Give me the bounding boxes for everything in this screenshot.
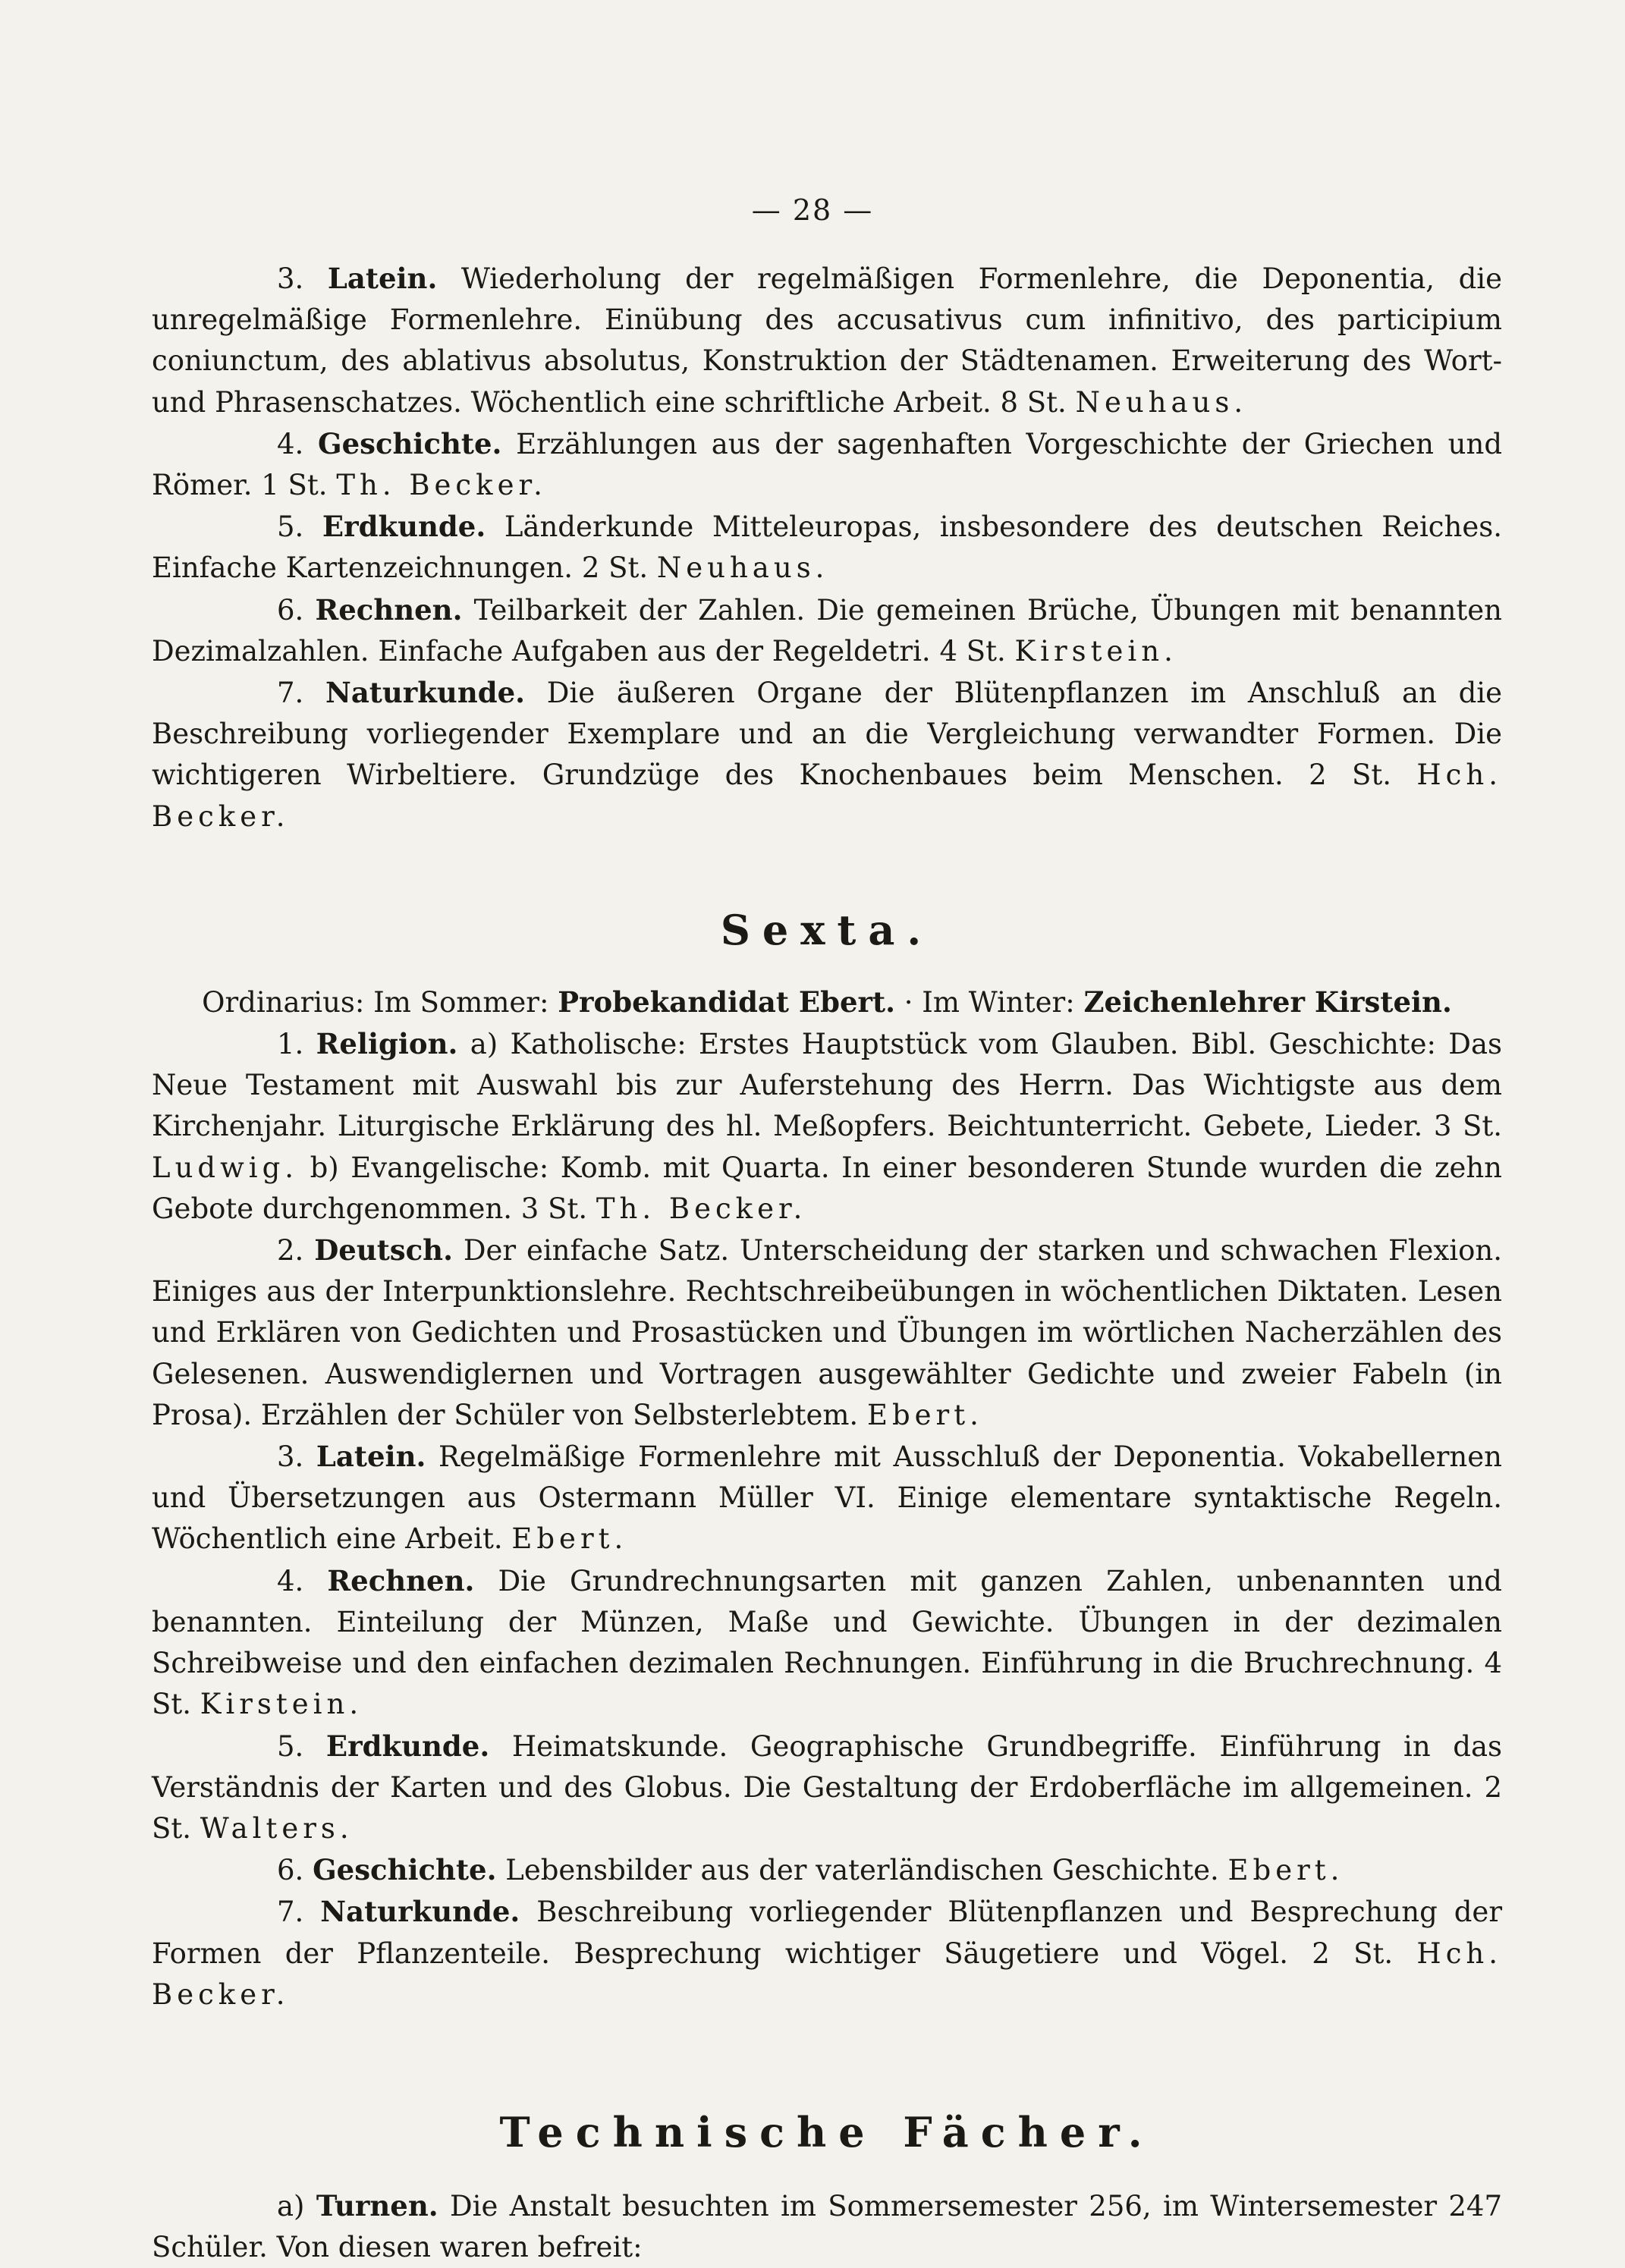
teacher-name: Hch. Becker. bbox=[152, 759, 1502, 833]
sexta-latein-paragraph: 3. Latein. Regelmäßige Formenlehre mit Ausschluß der Deponentia. Vokabellernen und Übersetzungen aus Ostermann Müller VI. Einige elementare syntaktische Regeln. Wöchentlich eine Arbeit. Ebert. bbox=[152, 1440, 1502, 1556]
teacher-name: Hch. Becker. bbox=[152, 1937, 1503, 2011]
quinta-naturkunde-paragraph: 7. Naturkunde. Die äußeren Organe der Blütenpflanzen im Anschluß an die Beschreibung vorliegender Exemplare und an die Vergleichung verwandter Formen. Die wichtigeren Wirbeltiere. Grundzüge des Knochenbaues beim Menschen. 2 St. Hch. Becker. bbox=[152, 676, 1502, 833]
subject-heading: Geschichte. bbox=[313, 1853, 497, 1887]
section-title-sexta: Sexta. bbox=[720, 905, 934, 954]
quinta-geschichte-paragraph: 4. Geschichte. Erzählungen aus der sagenhaften Vorgeschichte der Griechen und Römer. 1 St. Th. Becker. bbox=[152, 426, 1503, 502]
quinta-latein-paragraph: 3. Latein. Wiederholung der regelmäßigen Formenlehre, die Deponentia, die unregelmäßige Formenlehre. Einübung des accusativus cum infinitivo, des participium coniunctum, des ablativus absolutus, Konstruktion der Städtenamen. Erweiterung des Wort- und Phrasenschatzes. Wöchentlich eine schriftliche Arbeit. 8 St. Neuhaus. bbox=[152, 262, 1503, 419]
page-number: — 28 — bbox=[751, 193, 874, 227]
subject-heading: Naturkunde. bbox=[325, 676, 526, 710]
subject-heading: Deutsch. bbox=[314, 1233, 453, 1268]
page-content bbox=[152, 258, 1502, 2268]
subject-heading: Rechnen. bbox=[327, 1563, 475, 1597]
sexta-rechnen-paragraph: 4. Rechnen. Die Grundrechnungsarten mit ganzen Zahlen, unbenannten und benannten. Einteilung der Münzen, Maße und Gewichte. Übungen in der dezimalen Schreibweise und den einfachen dezimalen Rechnungen. Einführung in die Bruchrechnung. 4 St. Kirstein. bbox=[152, 1563, 1502, 1721]
teacher-name: Kirstein. bbox=[200, 1688, 363, 1721]
teacher-name: Th. Becker. bbox=[596, 1192, 807, 1225]
subject-heading: Geschichte. bbox=[318, 426, 502, 460]
sexta-naturkunde-paragraph: 7. Naturkunde. Beschreibung vorliegender Blütenpflanzen und Besprechung der Formen der Pflanzenteile. Besprechung wichtiger Säugetiere und Vögel. 2 St. Hch. Becker. bbox=[152, 1895, 1503, 2011]
sexta-erdkunde-paragraph: 5. Erdkunde. Heimatskunde. Geographische Grundbegriffe. Einführung in das Verständnis der Karten und des Globus. Die Gestaltung der Erdoberfläche im allgemeinen. 2 St. Walters. bbox=[152, 1729, 1502, 1845]
teacher-name: Ebert. bbox=[1227, 1854, 1344, 1887]
teacher-name: Neuhaus. bbox=[1075, 385, 1248, 419]
sexta-deutsch-paragraph: 2. Deutsch. Der einfache Satz. Unterscheidung der starken und schwachen Flexion. Einiges aus der Interpunktionslehre. Rechtschreibeübungen in wöchentlichen Diktaten. Lesen und Erklären von Gedichten und Prosastücken und Übungen im wörtlichen Nacherzählen des Gelesenen. Auswendiglernen und Vortragen ausgewählter Gedichte und zweier Fabeln (in Prosa). Erzählen der Schüler von Selbsterlebtem. Ebert. bbox=[152, 1233, 1502, 1431]
subject-heading: Religion. bbox=[316, 1027, 458, 1061]
subject-heading: Naturkunde. bbox=[320, 1895, 520, 1929]
teacher-name: Th. Becker. bbox=[336, 469, 547, 502]
teacher-name: Ebert. bbox=[866, 1398, 983, 1431]
sexta-geschichte-paragraph: 6. Geschichte. Lebensbilder aus der vaterländischen Geschichte. Ebert. bbox=[277, 1853, 1344, 1887]
teacher-name: Neuhaus. bbox=[656, 551, 829, 585]
quinta-rechnen-paragraph: 6. Rechnen. Teilbarkeit der Zahlen. Die gemeinen Brüche, Übungen mit benannten Dezimalzahlen. Einfache Aufgaben aus der Regeldetri. 4 St. Kirstein. bbox=[152, 592, 1502, 668]
subject-heading: Turnen. bbox=[316, 2188, 438, 2222]
section-title-technische-faecher: Technische Fächer. bbox=[499, 2107, 1155, 2156]
winter-ordinarius: Zeichenlehrer Kirstein. bbox=[1083, 985, 1452, 1019]
subject-heading: Rechnen. bbox=[315, 592, 463, 627]
teacher-name: Ebert. bbox=[511, 1522, 628, 1556]
ordinarius-line: Ordinarius: Im Sommer: Probekandidat Ebert. · Im Winter: Zeichenlehrer Kirstein. bbox=[202, 985, 1452, 1019]
teacher-name: Kirstein. bbox=[1014, 634, 1177, 668]
summer-ordinarius: Probekandidat Ebert. bbox=[558, 985, 895, 1019]
teacher-name: Ludwig. bbox=[152, 1151, 299, 1184]
quinta-erdkunde-paragraph: 5. Erdkunde. Länderkunde Mitteleuropas, insbesondere des deutschen Reiches. Einfache Kartenzeichnungen. 2 St. Neuhaus. bbox=[152, 510, 1502, 585]
teacher-name: Walters. bbox=[200, 1811, 354, 1845]
subject-heading: Erdkunde. bbox=[322, 510, 486, 544]
turnen-paragraph: a) Turnen. Die Anstalt besuchten im Sommersemester 256, im Wintersemester 247 Schüler. Von diesen waren befreit: bbox=[152, 2188, 1503, 2264]
subject-heading: Latein. bbox=[316, 1440, 426, 1474]
subject-heading: Latein. bbox=[327, 262, 438, 295]
sexta-religion-paragraph: 1. Religion. a) Katholische: Erstes Hauptstück vom Glauben. Bibl. Geschichte: Das Neue Testament mit Auswahl bis zur Auferstehung des Herrn. Das Wichtigste aus dem Kirchenjahr. Liturgische Erklärung des hl. Meßopfers. Beichtunterricht. Gebete, Lieder. 3 St. Ludwig. b) Evangelische: Komb. mit Quarta. In einer besonderen Stunde wurden die zehn Gebote durchgenommen. 3 St. Th. Becker. bbox=[152, 1027, 1503, 1225]
subject-heading: Erdkunde. bbox=[325, 1729, 490, 1763]
